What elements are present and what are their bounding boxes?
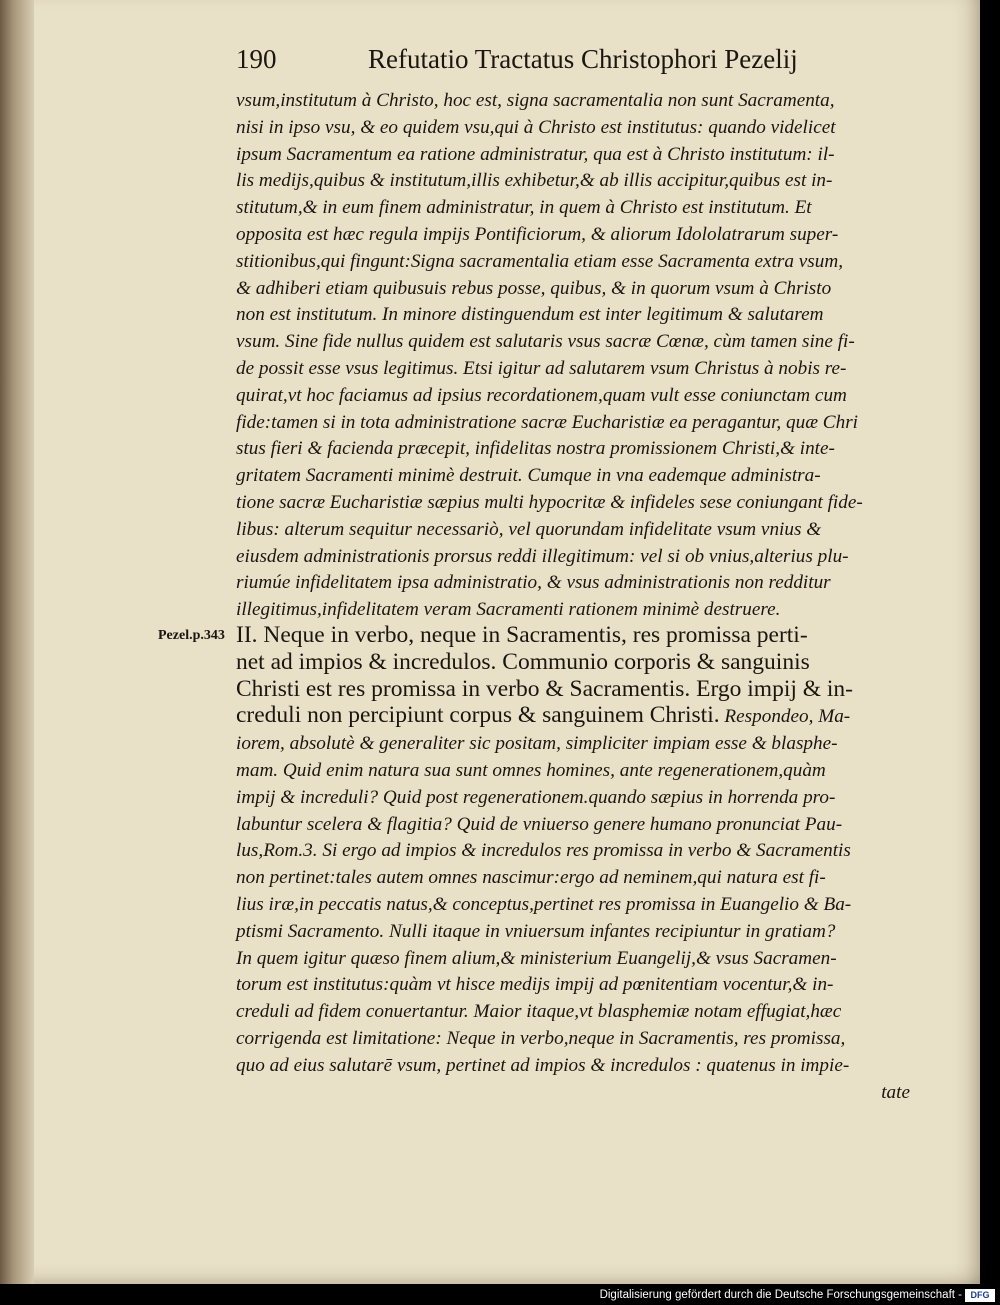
text-line <box>236 702 912 731</box>
text-line: de possit esse vsus legitimus. Etsi igitur ad salutarem vsum Christus à nobis re- <box>236 357 847 379</box>
catchword: tate <box>881 1081 910 1103</box>
text-line: stitutum,& in eum finem administratur, in quem à Christo est institutum. Et <box>236 197 812 219</box>
text-line: non est institutum. In minore distinguendum est inter legitimum & salutarem <box>236 304 824 326</box>
text-line: torum est institutus:quàm vt hisce medijs impij ad pœnitentiam vocentur,& in- <box>236 974 834 996</box>
text-line: illegitimus,infidelitatem veram Sacramenti rationem minimè destruere. <box>236 599 781 621</box>
text-line: non pertinet:tales autem omnes nascimur:ergo ad neminem,qui natura est fi- <box>236 867 826 889</box>
text-line: lus,Rom.3. Si ergo ad impios & incredulos res promissa in verbo & Sacramentis <box>236 840 851 862</box>
text-line: ptismi Sacramento. Nulli itaque in vniuersum infantes recipiuntur in gratiam? <box>236 920 836 942</box>
text-line: stus fieri & facienda præcepit, infidelitas nostra promissionem Christi,& inte- <box>236 438 835 460</box>
text-line: In quem igitur quæso finem alium,& ministerium Euangelij,& vsus Sacramen- <box>236 947 837 969</box>
text-line: II. Neque in verbo, neque in Sacramentis, res promissa perti- <box>236 622 808 648</box>
text-line: quo ad eius salutarē vsum, pertinet ad impios & incredulos : quatenus in impie- <box>236 1054 850 1076</box>
text-line: lis medijs,quibus & institutum,illis exhibetur,& ab illis accipitur,quibus est in- <box>236 170 833 192</box>
text-line: opposita est hæc regula impijs Pontificiorum, & aliorum Idololatrarum super- <box>236 223 839 245</box>
text-line: vsum. Sine fide nullus quidem est salutaris vsus sacræ Cœnæ, cùm tamen sine fi- <box>236 331 855 353</box>
text-line: eiusdem administrationis prorsus reddi illegitimum: vel si ob vnius,alterius plu- <box>236 545 849 567</box>
text-run-roman: creduli non percipiunt corpus & sanguinem Christi. <box>236 702 720 729</box>
page-number: 190 <box>236 44 277 74</box>
text-line: iorem, absolutè & generaliter sic positam, simpliciter impiam esse & blasphe- <box>236 733 838 755</box>
margin-note: Pezel.p.343 <box>158 628 225 643</box>
text-line: ipsum Sacramentum ea ratione administratur, qua est à Christo institutum: il- <box>236 143 835 165</box>
main-paragraph <box>236 622 912 1106</box>
text-line: gritatem Sacramenti minimè destruit. Cumque in vna eademque administra- <box>236 465 821 487</box>
dfg-logo: DFG <box>965 1289 995 1302</box>
text-line: quirat,vt hoc faciamus ad ipsius recordationem,quam vult esse coniunctam cum <box>236 384 847 406</box>
text-line: fide:tamen si in tota administratione sacræ Eucharistiæ ea peragantur, quæ Chri <box>236 411 858 433</box>
footer-credit: Digitalisierung gefördert durch die Deutsche Forschungsgemeinschaft - <box>599 1289 962 1301</box>
text-line: corrigenda est limitatione: Neque in verbo,neque in Sacramentis, res promissa, <box>236 1027 846 1049</box>
text-line: lius iræ,in peccatis natus,& conceptus,pertinet res promissa in Euangelio & Ba- <box>236 893 852 915</box>
text-line: vsum,institutum à Christo, hoc est, signa sacramentalia non sunt Sacramenta, <box>236 90 835 111</box>
text-line: stitionibus,qui fingunt:Signa sacramentalia etiam esse Sacramenta extra vsum, <box>236 250 844 272</box>
text-line: riumúe infidelitatem ipsa administratio, & vsus administrationis non redditur <box>236 572 831 594</box>
text-line: libus: alterum sequitur necessariò, vel quorundam infidelitate vsum vnius & <box>236 518 822 540</box>
text-line: nisi in ipso vsu, & eo quidem vsu,qui à Christo est institutus: quando videlicet <box>236 116 836 138</box>
italic-continuation <box>236 731 912 1079</box>
text-line: Christi est res promissa in verbo & Sacramentis. Ergo impij & in- <box>236 675 854 702</box>
text-line: tione sacræ Eucharistiæ sæpius multi hypocritæ & infideles sese coniungant fide- <box>236 491 863 513</box>
text-line: net ad impios & incredulos. Communio corporis & sanguinis <box>236 648 810 675</box>
digitization-footer <box>0 1288 1000 1305</box>
text-line: & adhiberi etiam quibusuis rebus posse, quibus, & in quorum vsum à Christo <box>236 277 832 299</box>
text-line: creduli ad fidem conuertantur. Maior itaque,vt blasphemiæ notam effugiat,hæc <box>236 1001 842 1023</box>
text-line: mam. Quid enim natura sua sunt omnes homines, ante regenerationem,quàm <box>236 759 826 781</box>
text-run-italic: Respondeo, Ma- <box>719 706 851 728</box>
italic-paragraph <box>236 88 912 624</box>
text-line: labuntur scelera & flagitia? Quid de vniuerso genere humano pronunciat Pau- <box>236 813 843 835</box>
running-title: Refutatio Tractatus Christophori Pezelij <box>368 44 798 74</box>
text-line: impij & increduli? Quid post regenerationem.quando sæpius in horrenda pro- <box>236 786 836 808</box>
page-spine-shadow <box>0 0 34 1284</box>
